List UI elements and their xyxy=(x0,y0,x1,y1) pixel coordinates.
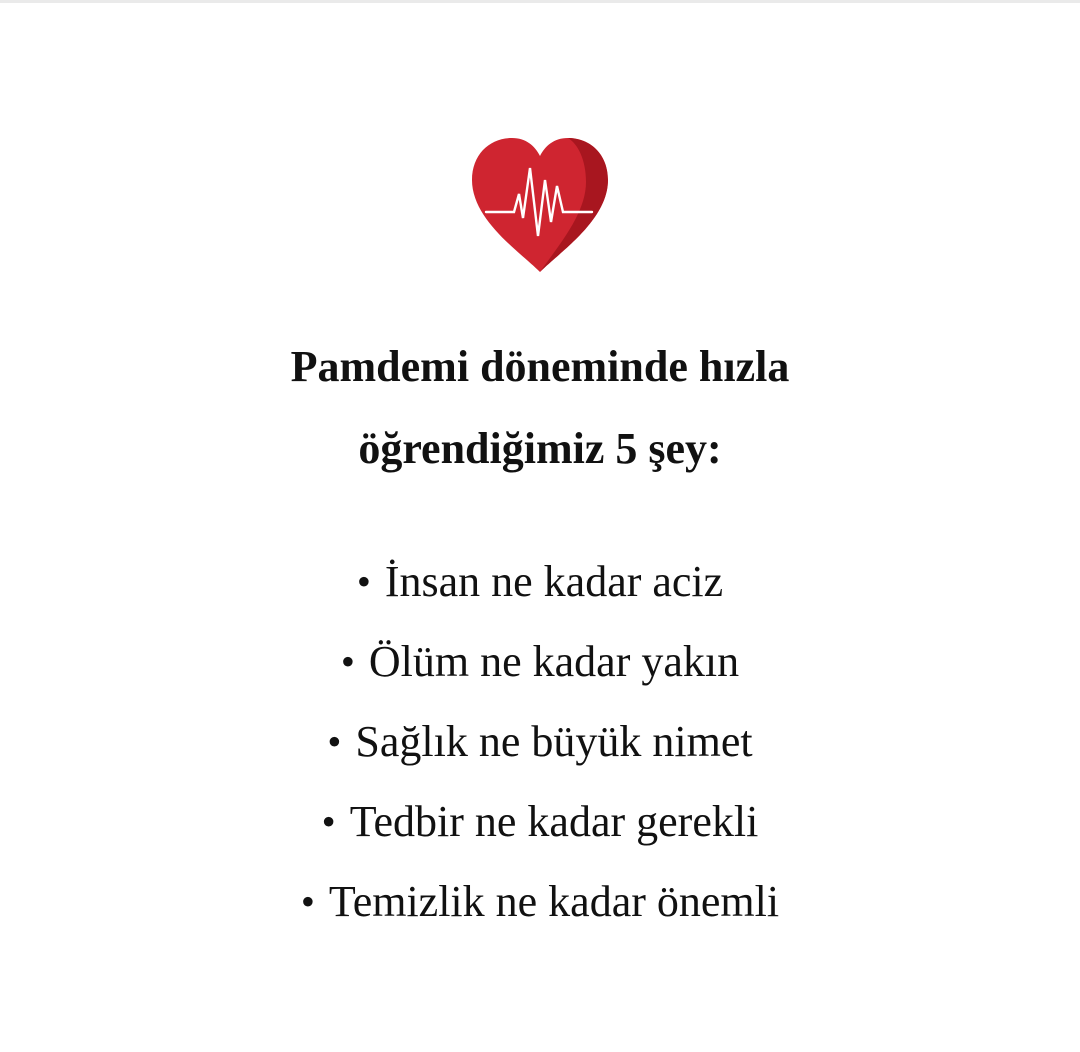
list-item xyxy=(0,782,1080,862)
bullet: • xyxy=(327,719,342,764)
lessons-list xyxy=(0,542,1080,942)
list-item-text: Tedbir ne kadar gerekli xyxy=(349,797,759,846)
top-divider xyxy=(0,0,1080,3)
page-title xyxy=(0,326,1080,490)
list-item-text: İnsan ne kadar aciz xyxy=(384,557,724,606)
title-line-1: Pamdemi döneminde hızla xyxy=(290,342,790,391)
title-line-2: öğrendiğimiz 5 şey: xyxy=(358,424,722,473)
bullet: • xyxy=(356,559,371,604)
bullet: • xyxy=(321,799,336,844)
list-item-text: Sağlık ne büyük nimet xyxy=(355,717,753,766)
list-item xyxy=(0,702,1080,782)
list-item xyxy=(0,542,1080,622)
heart-pulse-icon xyxy=(470,136,610,274)
list-item-text: Temizlik ne kadar önemli xyxy=(328,877,780,926)
bullet: • xyxy=(300,879,315,924)
list-item-text: Ölüm ne kadar yakın xyxy=(368,637,740,686)
bullet: • xyxy=(340,639,355,684)
list-item xyxy=(0,862,1080,942)
list-item xyxy=(0,622,1080,702)
